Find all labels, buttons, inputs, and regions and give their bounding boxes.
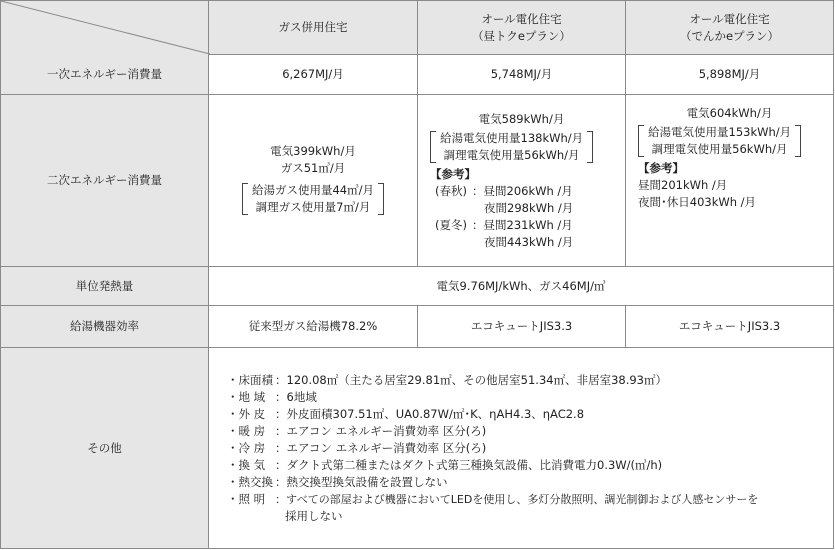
secondary-energy-denka [626,95,834,267]
secondary-denka-night: 夜間･休日403kWh /月 [638,195,757,209]
others-item-lighting: ・照 明 ：すべての部屋および機器においてLEDを使用し、多灯分散照明、調光制御および人感センサーを [227,491,759,506]
efficiency-denka [626,306,834,348]
header-all-electric-denka-line1: オール電化住宅 [689,11,770,26]
efficiency-gas [209,306,418,348]
header-row [0,0,834,54]
secondary-energy-day [418,95,626,267]
unit-heat-value: 電気9.76MJ/kWh、ガス46MJ/㎥ [436,278,606,293]
header-all-electric-denka-line2: （でんかeプラン） [679,28,780,43]
others-row [0,348,834,549]
secondary-energy-row [0,95,834,267]
secondary-gas-gas: ガス51㎥/月 [280,161,346,175]
secondary-gas-cooking: 調理ガス使用量7㎥/月 [255,200,371,214]
secondary-day-ref-row3 [430,217,573,234]
secondary-denka-cooking: 調理電気使用量56kWh/月 [651,142,788,156]
secondary-denka-ref: 【参考】 [638,161,684,175]
secondary-energy-label: 二次エネルギー消費量 [47,173,162,187]
secondary-day-ref-row1 [430,183,573,200]
primary-energy-denka-value: 5,898MJ/月 [698,66,761,81]
header-gas-house-label: ガス併用住宅 [278,20,348,34]
header-all-electric-day-line2: （昼トクeプラン） [472,28,571,43]
secondary-day-spring-label: (春秋) [435,183,467,198]
secondary-denka-bracket [638,124,801,158]
header-gas-house [209,1,418,55]
secondary-day-spring-day: ：昼間206kWh /月 [472,183,573,198]
efficiency-day [418,306,626,348]
others-label: その他 [87,440,122,455]
efficiency-gas-value: 従来型ガス給湯機78.2% [248,319,378,333]
secondary-denka-electric: 電気604kWh/月 [686,106,773,120]
others-item-ventilation: ・換 気 ：ダクト式第二種またはダクト式第三種換気設備、比消費電力0.3W/(㎥/h) [227,457,663,472]
efficiency-row [0,306,834,348]
primary-energy-row [0,54,834,95]
others-label-cell [0,348,209,549]
others-item-envelope: ・外 皮 ：外皮面積307.51㎡、UA0.87W/㎡･K、ηAH4.3、ηAC2.8 [227,406,585,421]
primary-energy-label: 一次エネルギー消費量 [47,66,162,81]
secondary-day-spring-night: 夜間298kWh /月 [484,200,574,215]
others-item-region: ・地 域 ：6地域 [227,389,317,404]
primary-energy-gas-value: 6,267MJ/月 [282,66,344,81]
header-corner-cell [0,1,209,55]
secondary-day-summer-label: (夏冬) [435,217,467,232]
unit-heat-label: 単位発熱量 [75,278,134,293]
secondary-denka-hotwater: 給湯電気使用量153kWh/月 [648,125,792,139]
unit-heat-label-cell [0,267,209,306]
secondary-day-ref-row4 [430,234,573,251]
header-all-electric-day-line1: オール電化住宅 [481,11,562,26]
others-item-floor: ・床面積 ：120.08㎡（主たる居室29.81㎡、その他居室51.34㎡、非居室38.93㎡） [227,372,668,387]
secondary-day-bracket [430,130,593,164]
others-content [209,348,834,549]
header-all-electric-day [418,1,626,55]
secondary-energy-label-cell [0,95,209,267]
secondary-day-electric: 電気589kWh/月 [478,111,565,126]
others-item-cooling: ・冷 房 ：エアコン エネルギー消費効率 区分(ろ) [227,440,487,455]
others-item-heat-exchange: ・熱交換 ：熱交換型換気設備を設置しない [227,474,448,489]
secondary-gas-electric: 電気399kWh/月 [270,144,356,158]
secondary-denka-daytime: 昼間201kWh /月 [638,178,728,192]
efficiency-label: 給湯機器効率 [70,319,139,333]
primary-energy-denka [626,54,834,95]
unit-heat-row [0,267,834,306]
others-item-lighting-cont: 採用しない [285,508,343,523]
secondary-day-ref-row2 [430,200,573,217]
secondary-energy-gas [209,95,418,267]
secondary-day-cooking: 調理電気使用量56kWh/月 [443,147,580,162]
primary-energy-label-cell [0,54,209,95]
diagonal-line-icon [1,1,210,55]
others-item-heating: ・暖 房 ：エアコン エネルギー消費効率 区分(ろ) [227,423,487,438]
primary-energy-day-value: 5,748MJ/月 [490,66,553,81]
efficiency-label-cell [0,306,209,348]
secondary-day-hotwater: 給湯電気使用量138kWh/月 [440,130,584,145]
secondary-day-ref: 【参考】 [430,166,476,181]
header-all-electric-denka [626,1,834,55]
secondary-day-summer-night: 夜間443kWh /月 [484,234,574,249]
primary-energy-day [418,54,626,95]
efficiency-day-value: エコキュートJIS3.3 [470,319,573,333]
efficiency-denka-value: エコキュートJIS3.3 [678,319,781,333]
unit-heat-value-cell [209,267,834,306]
secondary-gas-hotwater: 給湯ガス使用量44㎥/月 [251,183,374,197]
primary-energy-gas [209,54,418,95]
secondary-gas-bracket [242,182,384,216]
secondary-day-summer-day: ：昼間231kWh /月 [472,217,573,232]
